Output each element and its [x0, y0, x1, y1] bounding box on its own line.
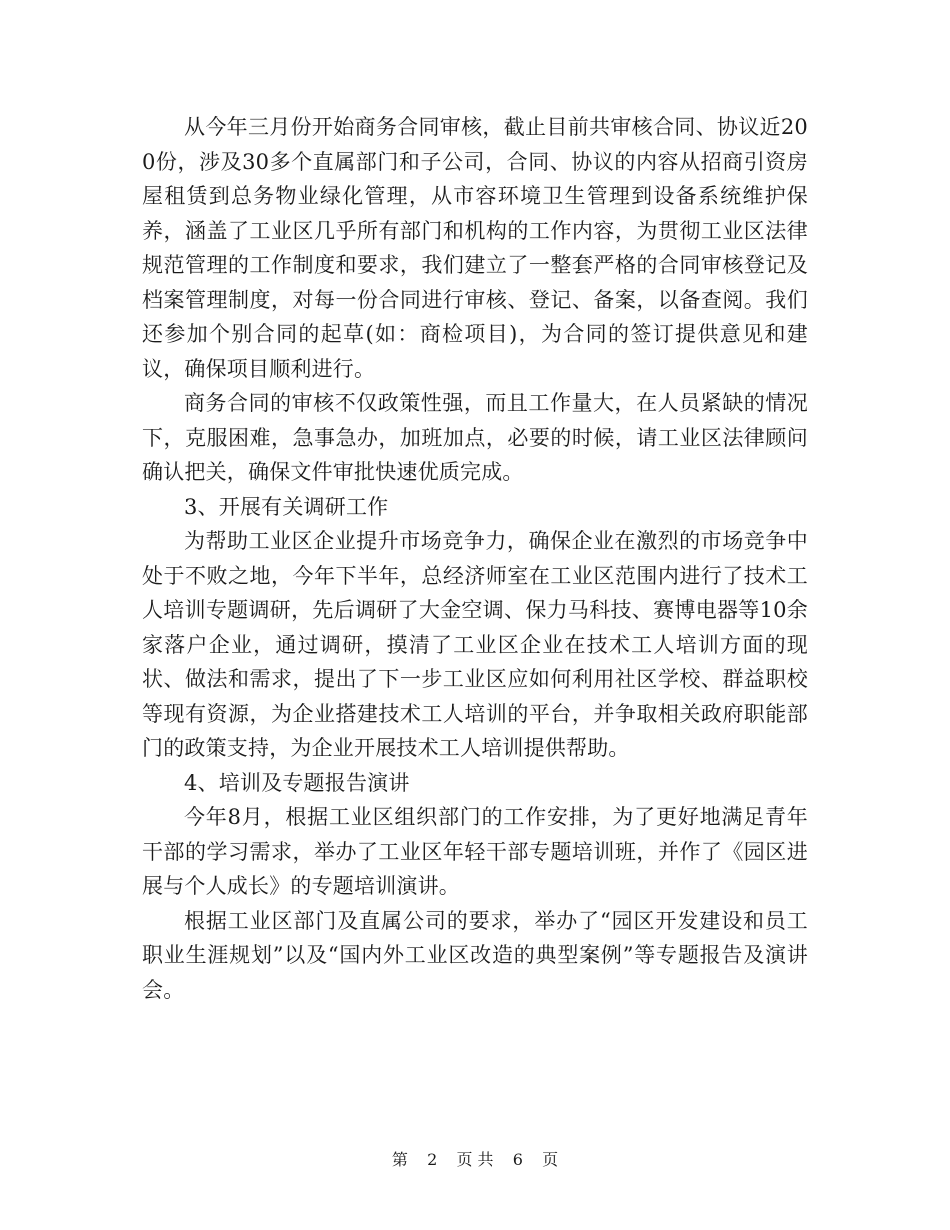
footer-prefix: 第	[391, 1150, 408, 1169]
paragraph-contract-workload: 商务合同的审核不仅政策性强，而且工作量大，在人员紧缺的情况下，克服困难，急事急办，加班加点，必要的时候，请工业区法律顾问确认把关，确保文件审批快速优质完成。	[142, 391, 808, 484]
footer-middle: 页 共	[456, 1150, 494, 1169]
section-heading-research: 3、开展有关调研工作	[184, 494, 389, 519]
footer-total-pages: 6	[512, 1150, 523, 1169]
section-heading-training: 4、培训及专题报告演讲	[184, 770, 410, 795]
paragraph-training-august: 今年8月，根据工业区组织部门的工作安排，为了更好地满足青年干部的学习需求，举办了工业区年轻干部专题培训班，并作了《园区进展与个人成长》的专题培训演讲。	[142, 805, 808, 898]
page-footer	[0, 1150, 950, 1170]
footer-current-page: 2	[427, 1150, 438, 1169]
paragraph-research: 为帮助工业区企业提升市场竞争力，确保企业在激烈的市场竞争中处于不败之地，今年下半年，总经济师室在工业区范围内进行了技术工人培训专题调研，先后调研了大金空调、保力马科技、赛博电器等10余家落户企业，通过调研，摸清了工业区企业在技术工人培训方面的现状、做法和需求，提出了下一步工业区应如何利用社区学校、群益职校等现有资源，为企业搭建技术工人培训的平台，并争取相关政府职能部门的政策支持，为企业开展技术工人培训提供帮助。	[142, 529, 808, 760]
document-body	[142, 110, 808, 1007]
paragraph-reports: 根据工业区部门及直属公司的要求，举办了“园区开发建设和员工职业生涯规划”以及“国内外工业区改造的典型案例”等专题报告及演讲会。	[142, 908, 808, 1002]
paragraph-contract-review: 从今年三月份开始商务合同审核，截止目前共审核合同、协议近200份，涉及30多个直属部门和子公司，合同、协议的内容从招商引资房屋租赁到总务物业绿化管理，从市容环境卫生管理到设备系统维护保养，涵盖了工业区几乎所有部门和机构的工作内容，为贯彻工业区法律规范管理的工作制度和要求，我们建立了一整套严格的合同审核登记及档案管理制度，对每一份合同进行审核、登记、备案，以备查阅。我们还参加个别合同的起草(如：商检项目)，为合同的签订提供意见和建议，确保项目顺利进行。	[142, 115, 808, 381]
footer-suffix: 页	[542, 1150, 559, 1169]
